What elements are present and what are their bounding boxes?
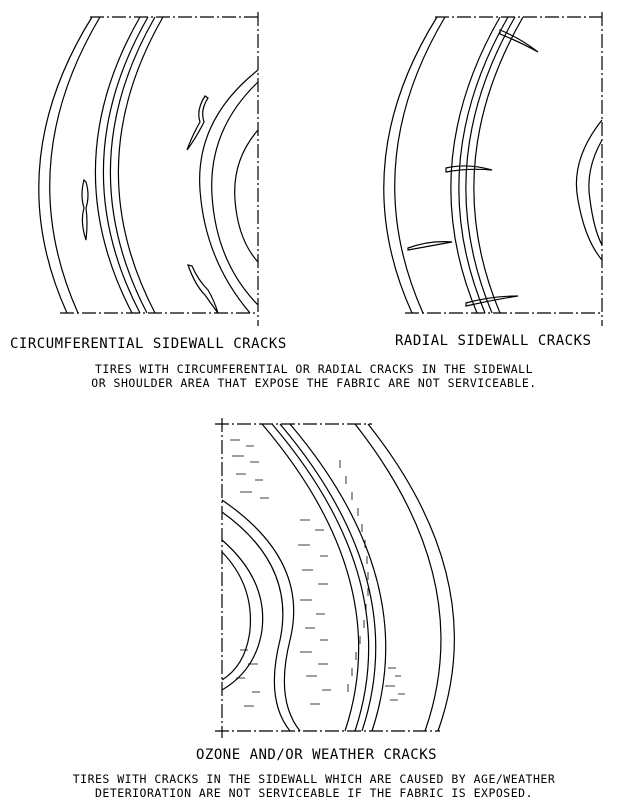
sidewall-note-line-2: OR SHOULDER AREA THAT EXPOSE THE FABRIC ARE NOT SERVICEABLE. [91,376,537,390]
ozone-caption: OZONE AND/OR WEATHER CRACKS [196,747,438,763]
ozone-note [0,772,628,800]
sidewall-note-line-1: TIRES WITH CIRCUMFERENTIAL OR RADIAL CRACKS IN THE SIDEWALL [95,362,533,376]
ozone-crack-drawing [215,418,454,738]
radial-caption: RADIAL SIDEWALL CRACKS [395,333,592,349]
ozone-note-line-2: DETERIORATION ARE NOT SERVICEABLE IF THE FABRIC IS EXPOSED. [95,786,533,800]
ozone-note-line-1: TIRES WITH CRACKS IN THE SIDEWALL WHICH ARE CAUSED BY AGE/WEATHER [72,772,556,786]
circumferential-crack-drawing [39,12,258,326]
radial-crack-drawing [384,12,602,326]
circumferential-caption: CIRCUMFERENTIAL SIDEWALL CRACKS [10,336,287,352]
sidewall-note [0,362,628,390]
ozone-crack-texture [230,440,405,706]
